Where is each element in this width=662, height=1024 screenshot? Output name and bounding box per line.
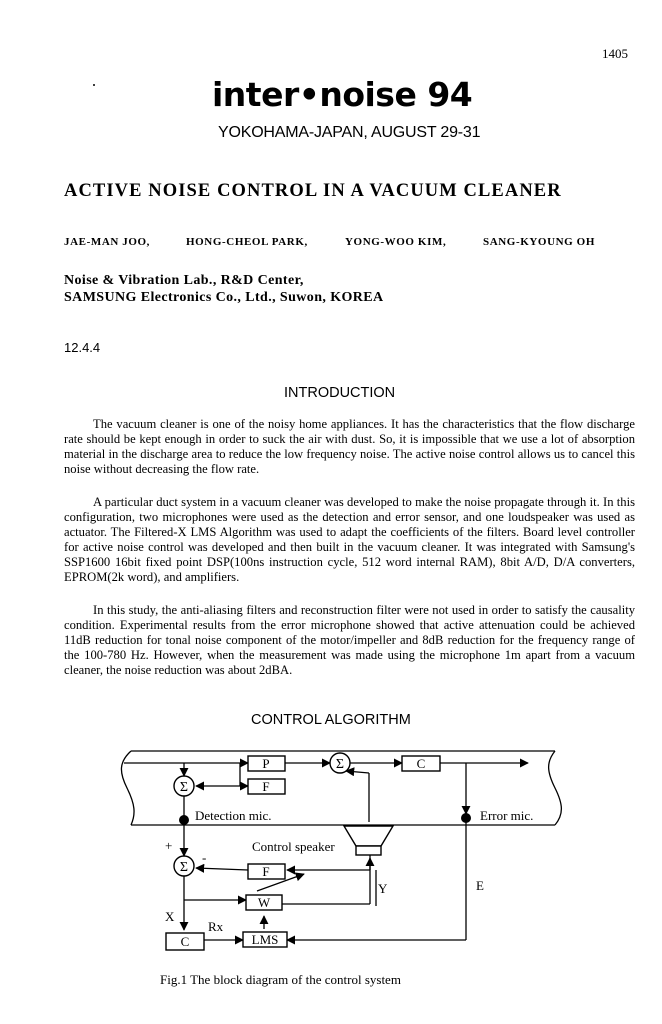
duct-right-end — [549, 751, 562, 825]
author-name: YONG-WOO KIM, — [345, 236, 447, 248]
page-number: 1405 — [602, 46, 628, 61]
section-heading-control-algorithm: CONTROL ALGORITHM — [251, 712, 411, 728]
block-w-label: W — [257, 895, 271, 910]
conference-logo: inter•noise 94 — [212, 75, 473, 114]
block-lms-label: LMS — [251, 932, 279, 947]
control-speaker-horn — [344, 826, 393, 846]
minus-sign: - — [202, 850, 207, 865]
author-name: HONG-CHEOL PARK, — [186, 236, 308, 248]
error-mic-icon — [461, 813, 471, 823]
duct-left-end — [121, 751, 134, 825]
control-speaker-label: Control speaker — [252, 839, 335, 854]
affiliation-line: Noise & Vibration Lab., R&D Center, — [64, 273, 304, 288]
paragraph-text: The vacuum cleaner is one of the noisy home appliances. It has the characteristics that the flow discharge rate should be kept enough in order to suck the air with dust. So, it is impossible that we use a lot of absorption material in the discharge area to reduce the low frequency noise. The active noise control allows us to cancel this noise without decreasing the flow rate. — [64, 417, 635, 477]
block-p-label: P — [262, 756, 270, 771]
paragraph-text: A particular duct system in a vacuum cleaner was developed to make the noise propagate through it. In this configuration, two microphones were used as the detection and error sensor, and one loudspeaker was used as actuator. The Filtered-X LMS Algorithm was used to adapt the coefficients of the filters. Board level controller for active noise control was developed and then built in the vacuum cleaner. It was integrated with Samsung's SSP1600 16bit fixed point DSP(100ns instruction cycle, 512 word internal RAM), 8bit A/D, D/A converters, EPROM(2k word), and amplifiers. — [64, 495, 635, 585]
control-speaker-box — [356, 846, 381, 855]
signal-e-label: E — [476, 878, 484, 893]
block-f-top-label: F — [262, 779, 270, 794]
affiliation-line: SAMSUNG Electronics Co., Ltd., Suwon, KOREA — [64, 290, 384, 305]
error-mic-label: Error mic. — [480, 808, 534, 823]
paper-title: ACTIVE NOISE CONTROL IN A VACUUM CLEANER — [64, 181, 562, 201]
block-c-bottom-label: C — [180, 934, 190, 949]
block-f-bottom-label: F — [262, 864, 270, 879]
signal-x-label: X — [165, 909, 175, 924]
sum-symbol: Σ — [335, 757, 345, 772]
plus-sign: + — [165, 838, 173, 853]
signal-rx-label: Rx — [208, 919, 224, 934]
sum-symbol: Σ — [179, 780, 189, 795]
block-c-top-label: C — [416, 756, 426, 771]
author-name: JAE-MAN JOO, — [64, 236, 151, 248]
detection-mic-icon — [179, 815, 189, 825]
section-heading-introduction: INTRODUCTION — [284, 385, 396, 401]
detection-mic-label: Detection mic. — [195, 808, 272, 823]
signal-y-label: Y — [378, 881, 388, 896]
session-code: 12.4.4 — [64, 340, 101, 355]
conference-place: YOKOHAMA-JAPAN, AUGUST 29-31 — [218, 124, 481, 141]
author-name: SANG-KYOUNG OH — [483, 236, 595, 248]
paragraph-text: In this study, the anti-aliasing filters and reconstruction filter were not used in order to satisfy the causality condition. Experimental results from the error microphone showed that active attenuation could be achieved 11dB reduction for tonal noise component of the motor/impeller and 8dB reduction for the frequency range of the 100-780 Hz. However, when the measurement was made using the microphone 1m apart from a vacuum cleaner, the noise reduction was about 2dBA. — [64, 603, 635, 678]
sum-symbol: Σ — [179, 860, 189, 875]
figure-caption: Fig.1 The block diagram of the control system — [160, 972, 401, 987]
